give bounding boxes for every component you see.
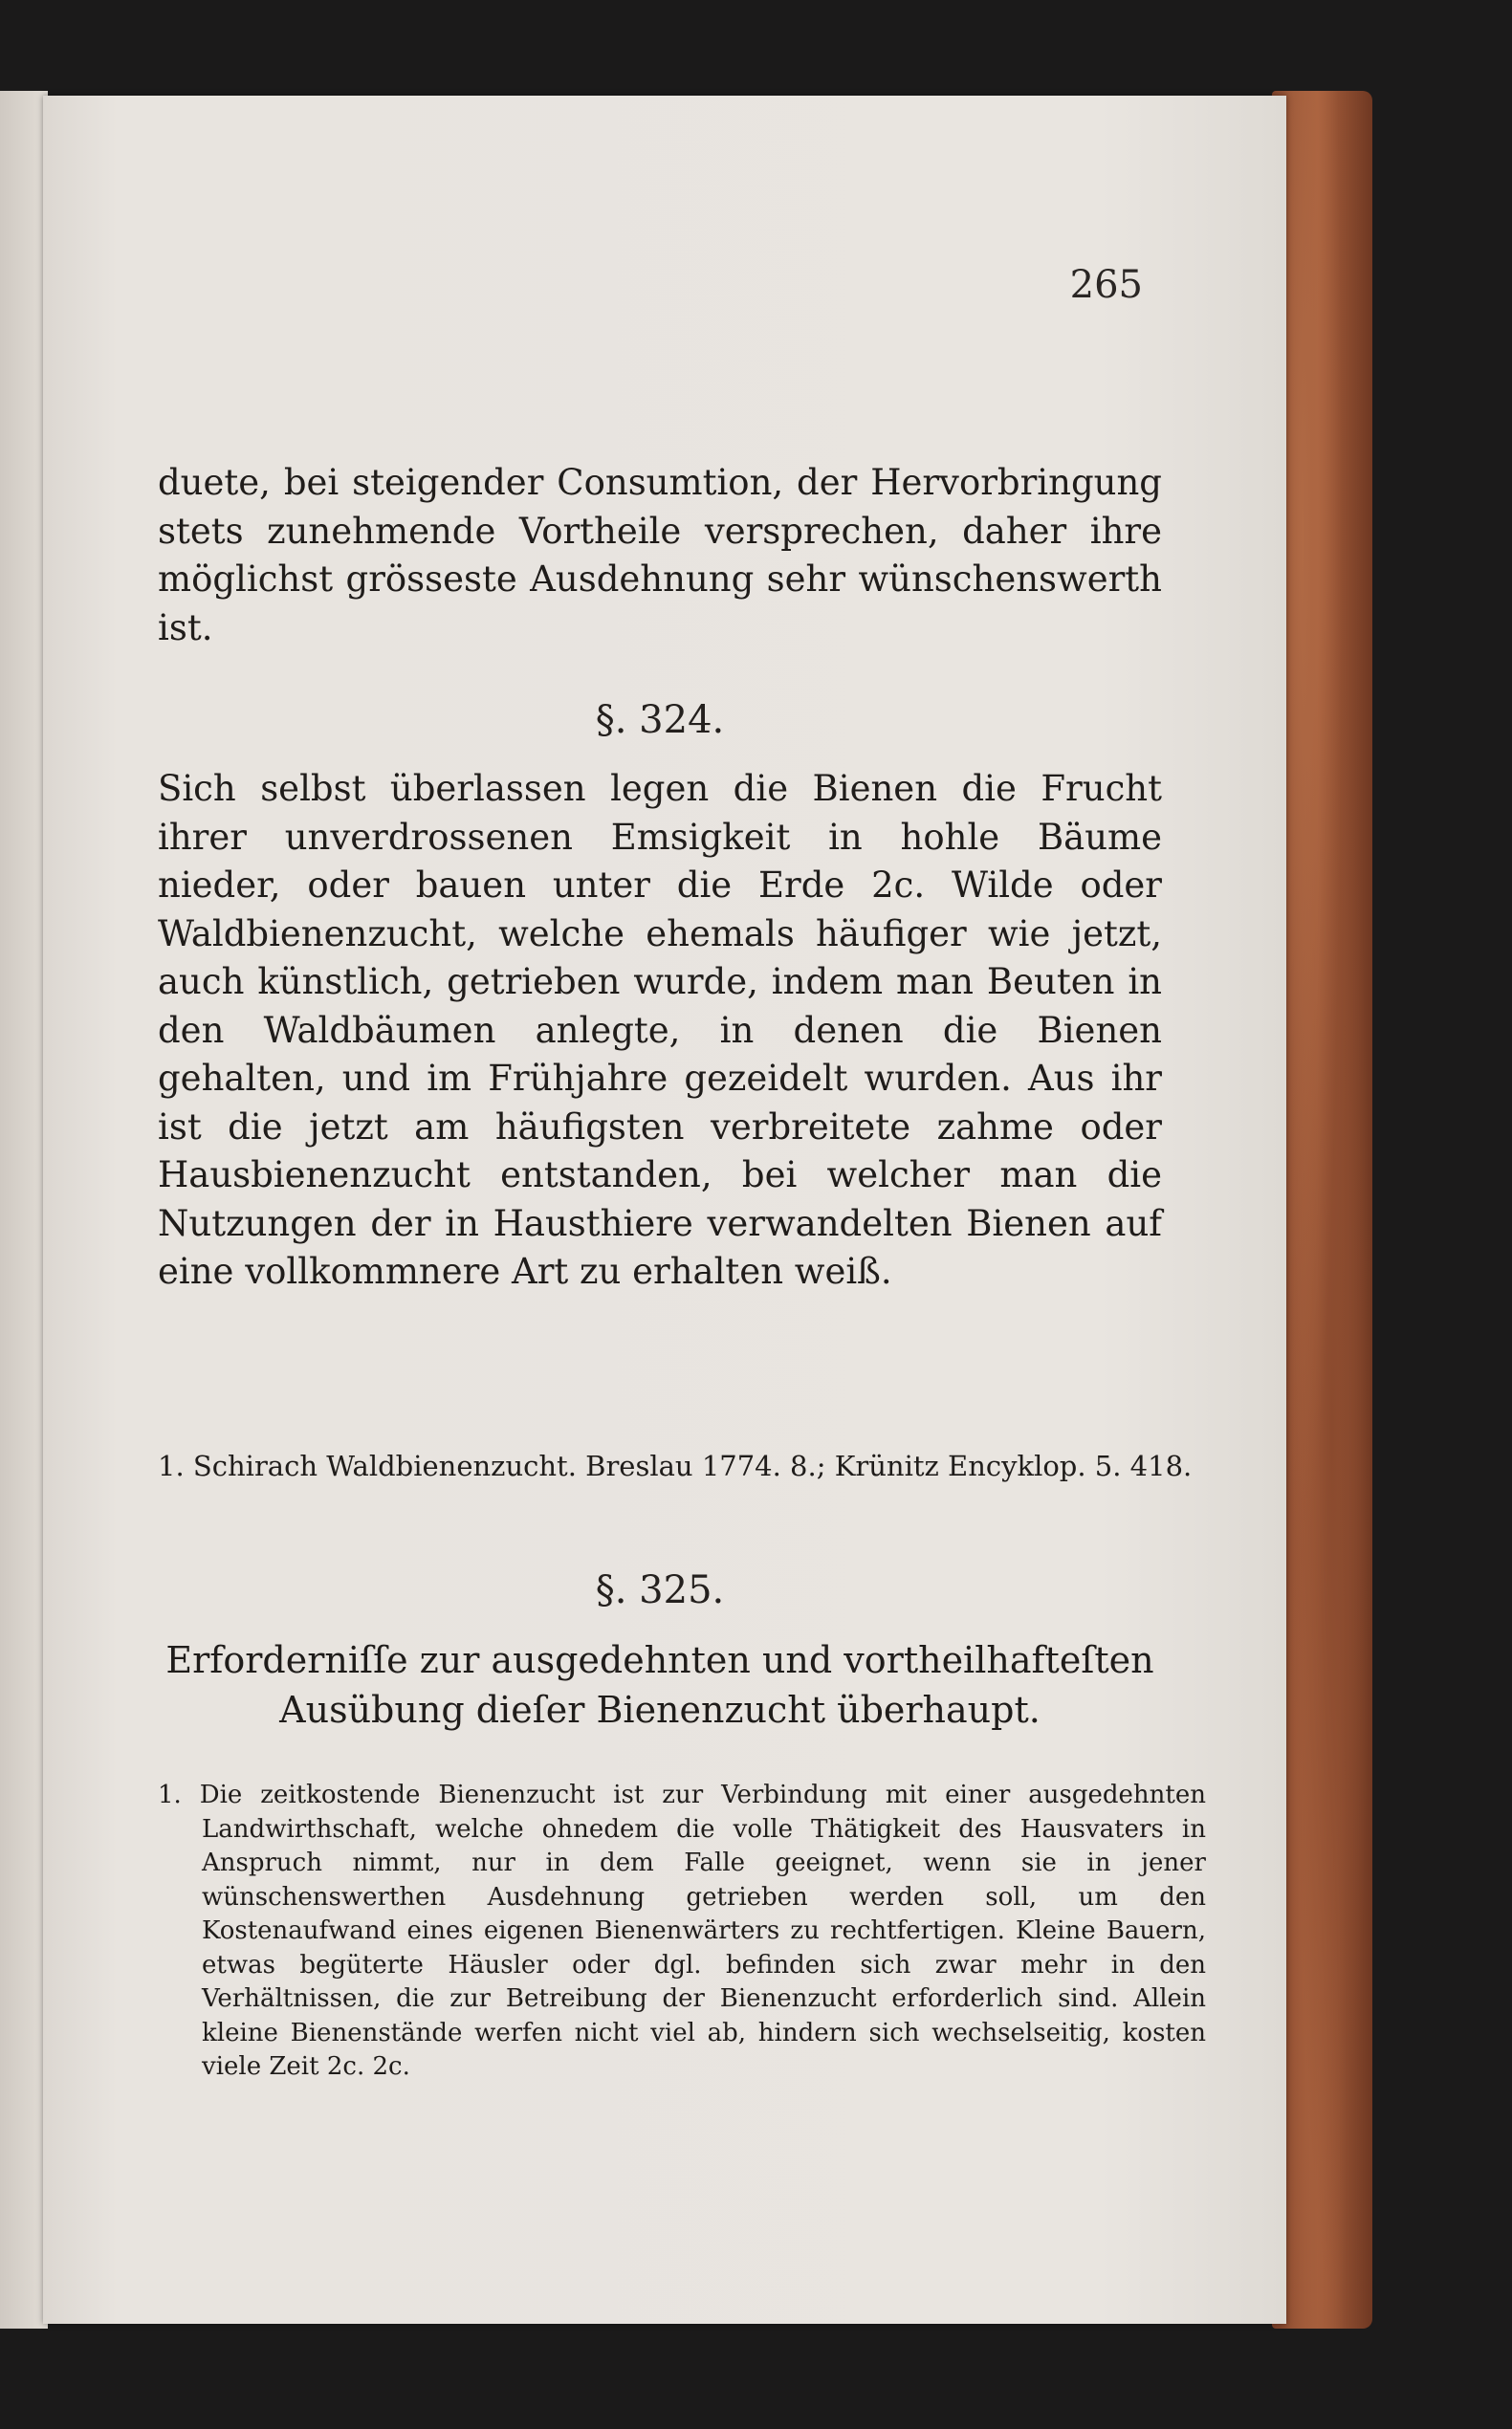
section-325-heading: §. 325. bbox=[595, 1568, 725, 1612]
section-324-paragraph: Sich selbst überlassen legen die Bienen die Frucht ihrer unverdrossenen Emsigkeit in hohle Bäume nieder, oder bauen unter die Erde 2c. Wilde oder Waldbienenzucht, welche ehemals häufiger wie jetzt, auch künstlich, getrieben wurde, indem man Beuten in den Waldbäumen anlegte, in denen die Bienen gehalten, und im Frühjahre gezeidelt wurden. Aus ihr ist die jetzt am häufigsten verbreitete zahme oder Hausbienenzucht entstanden, bei welcher man die Nutzungen der in Hausthiere verwandelten Bienen auf eine vollkommnere Art zu erhalten weiß. bbox=[158, 768, 1162, 1292]
section-324-note: 1. Schirach Waldbienenzucht. Breslau 1774. 8.; Krünitz Encyklop. 5. 418. bbox=[158, 1450, 1193, 1482]
section-324-heading: §. 324. bbox=[595, 698, 725, 742]
page-number: 265 bbox=[1069, 263, 1143, 307]
facing-page-edge bbox=[0, 91, 48, 2329]
book-page bbox=[43, 96, 1286, 2324]
section-325-subheading: Erforderniſſe zur ausgedehnten und vortheilhafteſten Ausübung dieſer Bienenzucht überhaupt. bbox=[165, 1639, 1154, 1731]
opening-paragraph: duete, bei steigender Consumtion, der Hervorbringung stets zunehmende Vortheile versprechen, daher ihre möglichst grösseste Ausdehnung sehr wünschenswerth ist. bbox=[158, 462, 1162, 648]
book-cover-edge bbox=[1272, 91, 1372, 2329]
section-325-note: 1. Die zeitkostende Bienenzucht ist zur Verbindung mit einer ausgedehnten Landwirthschaft, welche ohnedem die volle Thätigkeit des Hausvaters in Anspruch nimmt, nur in dem Falle geeignet, wenn sie in jener wünschenswerthen Ausdehnung getrieben werden soll, um den Kostenaufwand eines eigenen Bienenwärters zu rechtfertigen. Kleine Bauern, etwas begüterte Häusler oder dgl. befinden sich zwar mehr in den Verhältnissen, die zur Betreibung der Bienenzucht erforderlich sind. Allein kleine Bienenstände werfen nicht viel ab, hindern sich wechselseitig, kosten viele Zeit 2c. 2c. bbox=[158, 1781, 1206, 2081]
